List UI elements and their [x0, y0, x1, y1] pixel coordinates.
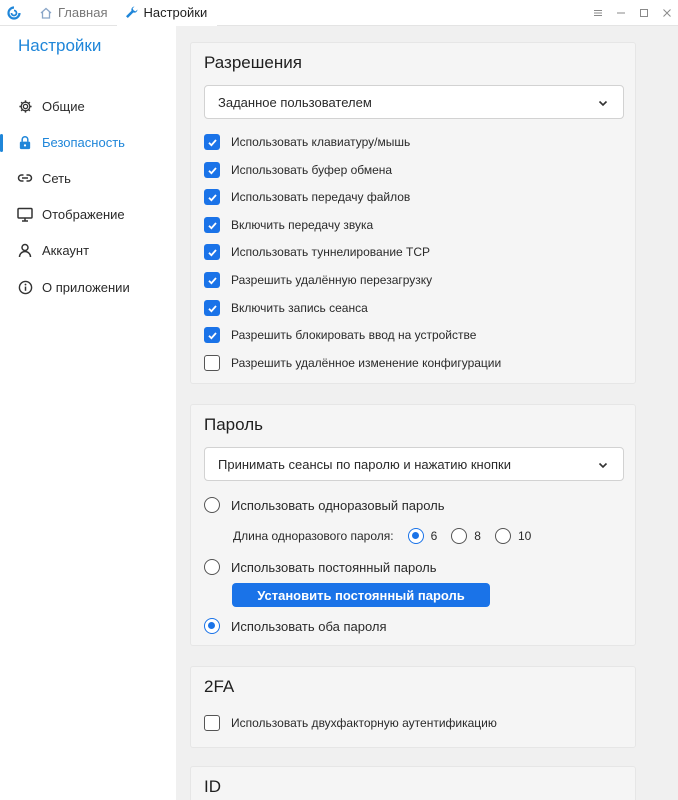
- checkbox-checked[interactable]: [204, 300, 220, 316]
- otp-length-option-8[interactable]: [451, 528, 481, 544]
- radio-both-passwords[interactable]: [204, 616, 387, 636]
- sidebar-item-label: Сеть: [42, 170, 71, 186]
- perm-keyboard-mouse[interactable]: [204, 132, 410, 152]
- tab-home[interactable]: [32, 0, 117, 26]
- checkbox-checked[interactable]: [204, 244, 220, 260]
- id-title: ID: [204, 777, 221, 796]
- sidebar-item-label: Общие: [42, 98, 85, 114]
- otp-length-value: 6: [430, 529, 438, 543]
- sidebar-item-network[interactable]: [0, 160, 176, 196]
- radio-button[interactable]: [408, 528, 424, 544]
- otp-length-value: 10: [517, 529, 532, 543]
- permissions-preset-value: Заданное пользователем: [218, 94, 372, 110]
- perm-clipboard[interactable]: [204, 160, 392, 180]
- checkbox-checked[interactable]: [204, 327, 220, 343]
- checkbox-checked[interactable]: [204, 189, 220, 205]
- monitor-icon: [16, 206, 34, 224]
- permissions-title: Разрешения: [204, 53, 302, 72]
- password-mode-value: Принимать сеансы по паролю и нажатию кнопки: [218, 456, 511, 472]
- checkbox-checked[interactable]: [204, 272, 220, 288]
- minimize-icon[interactable]: [609, 0, 632, 26]
- app-logo-icon: [6, 5, 22, 21]
- password-card: [190, 404, 636, 646]
- password-mode-select[interactable]: [204, 447, 624, 481]
- otp-length-option-6[interactable]: [408, 528, 438, 544]
- twofa-checkbox-row[interactable]: [204, 713, 497, 733]
- sidebar-item-account[interactable]: [0, 233, 176, 269]
- lock-icon: [16, 133, 34, 151]
- radio-button[interactable]: [204, 497, 220, 513]
- main-content[interactable]: [176, 26, 678, 800]
- perm-label: Использовать передачу файлов: [231, 190, 411, 204]
- sidebar-item-display[interactable]: [0, 197, 176, 233]
- perm-label: Использовать буфер обмена: [231, 163, 393, 177]
- home-icon: [38, 5, 54, 21]
- radio-button[interactable]: [495, 528, 511, 544]
- otp-length-row: [233, 526, 531, 546]
- link-icon: [16, 169, 34, 187]
- otp-length-value: 8: [474, 529, 481, 543]
- id-card: [190, 766, 636, 800]
- checkbox-checked[interactable]: [204, 217, 220, 233]
- checkbox-checked[interactable]: [204, 162, 220, 178]
- menu-icon[interactable]: [586, 0, 609, 26]
- sidebar-item-label: Отображение: [42, 207, 125, 223]
- twofa-label: Использовать двухфакторную аутентификацию: [231, 716, 497, 730]
- title-bar: [0, 0, 678, 26]
- radio-one-time-password[interactable]: [204, 495, 445, 515]
- tab-settings-label: Настройки: [143, 5, 208, 20]
- close-icon[interactable]: [655, 0, 678, 26]
- permissions-card: [190, 42, 636, 384]
- twofa-card: [190, 666, 636, 748]
- otp-length-option-10[interactable]: [495, 528, 531, 544]
- perm-session-recording[interactable]: [204, 298, 368, 318]
- sidebar-title: Настройки: [18, 36, 102, 55]
- info-icon: [16, 278, 34, 296]
- password-title: Пароль: [204, 415, 263, 434]
- sidebar-nav: [0, 88, 176, 305]
- perm-label: Разрешить удалённое изменение конфигурации: [231, 356, 502, 370]
- twofa-title: 2FA: [204, 677, 235, 696]
- radio-label: Использовать одноразовый пароль: [231, 497, 445, 513]
- radio-label: Использовать постоянный пароль: [231, 559, 437, 575]
- radio-button[interactable]: [204, 559, 220, 575]
- user-icon: [16, 242, 34, 260]
- sidebar-item-general[interactable]: [0, 88, 176, 124]
- permissions-preset-select[interactable]: [204, 85, 624, 119]
- checkbox-unchecked[interactable]: [204, 355, 220, 371]
- perm-label: Включить запись сеанса: [231, 301, 368, 315]
- perm-audio[interactable]: [204, 215, 373, 235]
- sidebar-item-security[interactable]: [0, 124, 176, 160]
- chevron-down-icon: [597, 459, 609, 471]
- perm-block-input[interactable]: [204, 325, 476, 345]
- perm-tcp-tunneling[interactable]: [204, 242, 430, 262]
- perm-label: Разрешить удалённую перезагрузку: [231, 273, 433, 287]
- radio-button[interactable]: [451, 528, 467, 544]
- perm-file-transfer[interactable]: [204, 187, 410, 207]
- sidebar: [0, 26, 176, 800]
- radio-label: Использовать оба пароля: [231, 618, 387, 634]
- radio-button[interactable]: [204, 618, 220, 634]
- sidebar-item-label: Безопасность: [42, 134, 125, 150]
- perm-remote-config[interactable]: [204, 353, 501, 373]
- chevron-down-icon: [597, 97, 609, 109]
- window-controls: [586, 0, 678, 26]
- wrench-icon: [123, 5, 139, 21]
- maximize-icon[interactable]: [632, 0, 655, 26]
- set-permanent-password-button[interactable]: Установить постоянный пароль: [232, 583, 490, 607]
- perm-remote-restart[interactable]: [204, 270, 432, 290]
- perm-label: Использовать туннелирование TCP: [231, 245, 431, 259]
- checkbox-checked[interactable]: [204, 134, 220, 150]
- tab-home-label: Главная: [58, 5, 108, 20]
- sidebar-item-about[interactable]: [0, 269, 176, 305]
- perm-label: Разрешить блокировать ввод на устройстве: [231, 328, 477, 342]
- otp-length-label: Длина одноразового пароля:: [233, 529, 394, 543]
- checkbox-unchecked[interactable]: [204, 715, 220, 731]
- tab-settings[interactable]: [117, 0, 217, 26]
- gear-icon: [16, 97, 34, 115]
- perm-label: Использовать клавиатуру/мышь: [231, 135, 411, 149]
- radio-permanent-password[interactable]: [204, 557, 437, 577]
- perm-label: Включить передачу звука: [231, 218, 374, 232]
- sidebar-item-label: О приложении: [42, 279, 130, 295]
- sidebar-item-label: Аккаунт: [42, 243, 90, 259]
